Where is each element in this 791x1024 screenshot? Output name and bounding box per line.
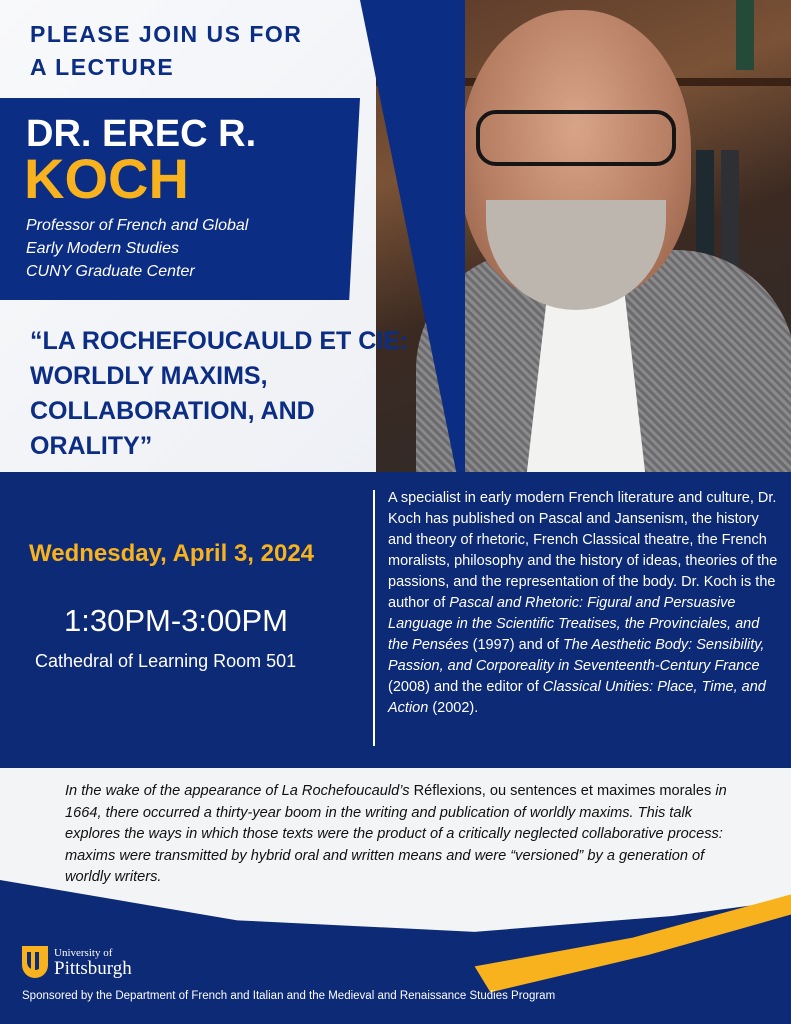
lecture-location: Cathedral of Learning Room 501 [35, 651, 297, 671]
book-title: Classical Unities: Place, Time, and Action [388, 679, 766, 716]
abstract-text: in 1664, there occurred a thirty-year boom in the writing and publication of worldly maxims. This talk explores the ways in which those texts were the product of a critically neglected collaborative process: maxims were transmitted by hybrid oral and written means and were “versioned” by a generation of worldly writers. [65, 783, 727, 885]
lecture-title: “LA ROCHEFOUCAULD ET CIE: WORLDLY MAXIMS, COLLABORATION, AND ORALITY” [30, 327, 409, 460]
speaker-affiliation [26, 214, 346, 283]
lecture-time: 1:30PM-3:00PM [64, 603, 288, 638]
bio-text: A specialist in early modern French literature and culture, Dr. Koch has published on Pascal and Jansenism, the history and theory of rhetoric, French Classical theatre, the French moralists, philosophy and the history of ideas, theories of the passions, and the representation of the body. Dr. Koch is the author of [388, 490, 778, 611]
affiliation-line: Early Modern Studies [26, 240, 179, 257]
book-title: The Aesthetic Body: Sensibility, Passion, and Corporeality in Seventeenth-Century France [388, 637, 765, 674]
pitt-crest-icon [22, 946, 48, 978]
invitation-heading: PLEASE JOIN US FOR A LECTURE [30, 21, 303, 80]
sponsor-note: Sponsored by the Department of French and Italian and the Medieval and Renaissance Studies Program [22, 990, 556, 1002]
speaker-bio [388, 488, 783, 719]
lecture-abstract [65, 781, 730, 889]
university-logo[interactable] [22, 946, 132, 978]
affiliation-line: CUNY Graduate Center [26, 263, 195, 280]
bio-text: (2002). [428, 700, 479, 716]
divider [373, 490, 375, 746]
affiliation-line: Professor of French and Global [26, 217, 249, 234]
logo-wordmark [54, 946, 132, 978]
book [736, 0, 754, 70]
bio-text: (1997) and of [468, 637, 563, 653]
work-title: Réflexions, ou sentences et maximes morales [413, 783, 712, 799]
speaker-last-name: KOCH [24, 147, 189, 210]
lecture-date: Wednesday, April 3, 2024 [29, 540, 315, 567]
book-title: Pascal and Rhetoric: Figural and Persuasive Language in the Scientific Treatises, the Provinciales, and the Pensées [388, 595, 760, 653]
speaker-prefix: DR. EREC R. [26, 113, 257, 155]
logo-big-text: Pittsburgh [54, 958, 132, 979]
abstract-text: In the wake of the appearance of La Rochefoucauld’s [65, 783, 414, 799]
logo-small-text: University of [54, 947, 113, 959]
glasses [476, 110, 676, 166]
bio-text: (2008) and the editor of [388, 679, 543, 695]
